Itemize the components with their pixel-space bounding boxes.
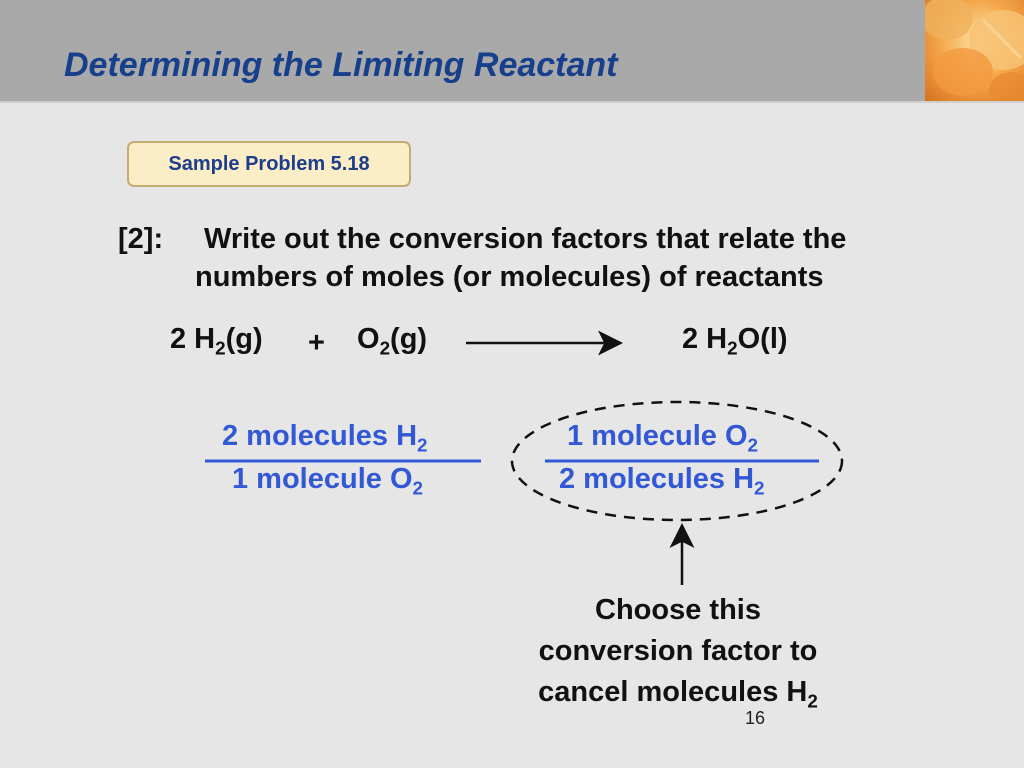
slide-title: Determining the Limiting Reactant (64, 46, 618, 84)
hint-line-3: cancel molecules $H_2$ (538, 676, 818, 712)
factor-left-denominator: 1 molecule $O_2$ (232, 463, 423, 499)
hint-line-2: conversion factor to (538, 635, 818, 667)
equation-reactant-h2: 2 $H_2(g)$ (170, 323, 263, 359)
equation-product-h2o: 2 $H_2O(l)$ (682, 323, 788, 359)
page-number: 16 (745, 708, 766, 728)
hint-line-1: Choose this (595, 594, 761, 626)
factor-right-numerator: 1 molecule $O_2$ (567, 420, 758, 456)
factor-left-numerator: 2 molecules $H_2$ (222, 420, 428, 456)
step-instruction (118, 220, 846, 296)
step-line-1: Write out the conversion factors that relate the (204, 223, 847, 255)
hint-text (500, 590, 856, 713)
equation-plus-sign: + (308, 327, 325, 359)
sample-problem-label: Sample Problem 5.18 (127, 141, 411, 187)
step-number: [2]: (118, 223, 164, 255)
decorative-corner-image (925, 0, 1024, 101)
equation-reactant-o2: $O_2(g)$ (357, 323, 428, 359)
step-line-2: numbers of moles (or molecules) of reactants (195, 261, 824, 293)
factor-right-denominator: 2 molecules $H_2$ (559, 463, 765, 499)
